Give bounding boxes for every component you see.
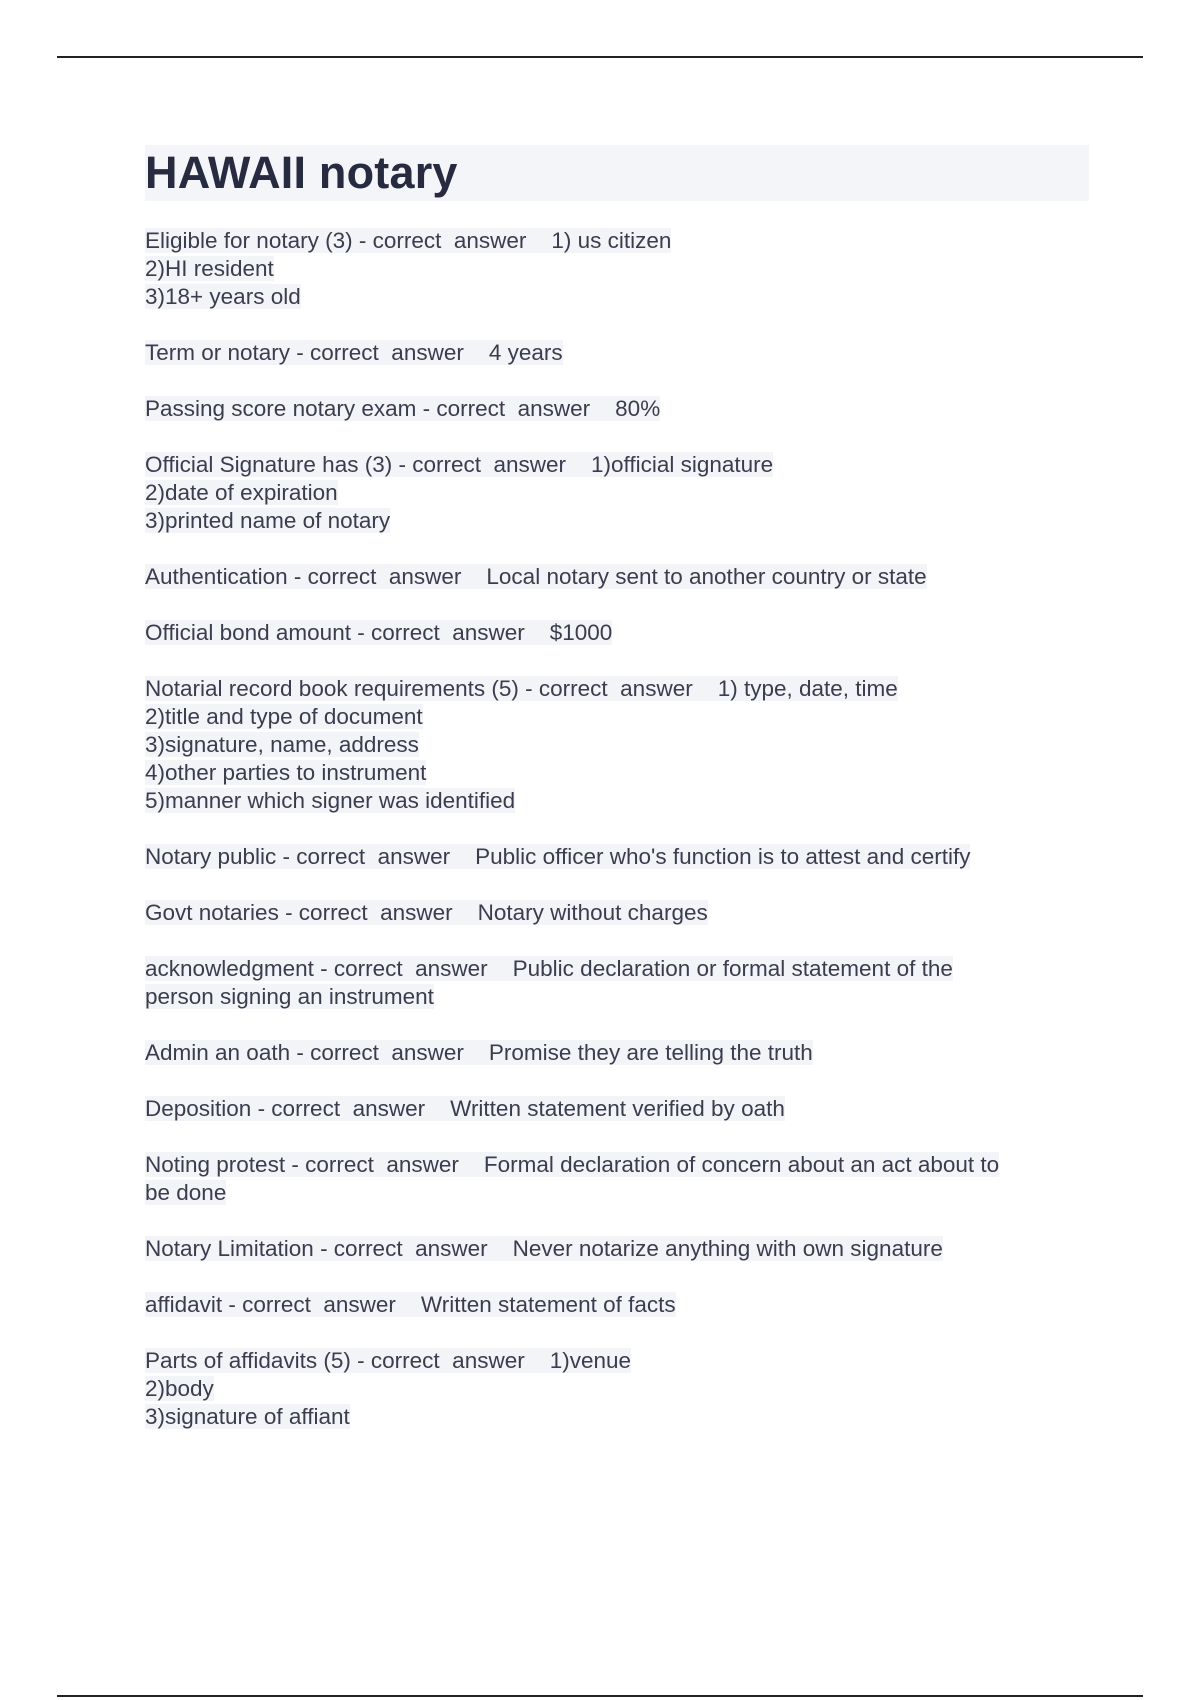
qa-entry-record-book [145, 675, 1095, 815]
entry-line: 3)printed name of notary [145, 508, 391, 533]
qa-entry-passing-score [145, 395, 1095, 423]
qa-entry-admin-oath [145, 1039, 1095, 1067]
qa-list [145, 227, 1095, 1459]
entry-line: 3)18+ years old [145, 284, 301, 309]
qa-entry-parts-of-affidavits [145, 1347, 1095, 1431]
entry-line: 5)manner which signer was identified [145, 788, 516, 813]
qa-entry-bond-amount [145, 619, 1095, 647]
entry-line: Notary public - correct answer Public officer who's function is to attest and certify [145, 844, 971, 869]
entry-line: 3)signature, name, address [145, 732, 419, 757]
entry-line: Authentication - correct answer Local notary sent to another country or state [145, 564, 927, 589]
page-title: HAWAII notary [145, 147, 458, 198]
qa-entry-acknowledgment [145, 955, 1095, 1011]
entry-line: Passing score notary exam - correct answer 80% [145, 396, 661, 421]
entry-line: Parts of affidavits (5) - correct answer 1)venue [145, 1348, 632, 1373]
qa-entry-notary-limitation [145, 1235, 1095, 1263]
entry-line: 2)body [145, 1376, 214, 1401]
entry-line: Admin an oath - correct answer Promise they are telling the truth [145, 1040, 813, 1065]
qa-entry-deposition [145, 1095, 1095, 1123]
qa-entry-official-signature [145, 451, 1095, 535]
title-block [145, 145, 1089, 201]
entry-line: Noting protest - correct answer Formal declaration of concern about an act about to [145, 1152, 1000, 1177]
entry-line: person signing an instrument [145, 984, 434, 1009]
qa-entry-affidavit [145, 1291, 1095, 1319]
qa-entry-eligibility [145, 227, 1095, 311]
entry-line: 2)title and type of document [145, 704, 423, 729]
entry-line: be done [145, 1180, 227, 1205]
entry-line: Govt notaries - correct answer Notary without charges [145, 900, 708, 925]
top-rule [57, 56, 1143, 58]
entry-line: Notary Limitation - correct answer Never notarize anything with own signature [145, 1236, 943, 1261]
qa-entry-govt-notaries [145, 899, 1095, 927]
entry-line: Eligible for notary (3) - correct answer 1) us citizen [145, 228, 672, 253]
qa-entry-authentication [145, 563, 1095, 591]
entry-line: acknowledgment - correct answer Public declaration or formal statement of the [145, 956, 953, 981]
entry-line: Notarial record book requirements (5) - correct answer 1) type, date, time [145, 676, 898, 701]
entry-line: 2)HI resident [145, 256, 274, 281]
entry-line: affidavit - correct answer Written statement of facts [145, 1292, 676, 1317]
entry-line: Term or notary - correct answer 4 years [145, 340, 563, 365]
entry-line: 4)other parties to instrument [145, 760, 427, 785]
qa-entry-noting-protest [145, 1151, 1095, 1207]
entry-line: Official Signature has (3) - correct answer 1)official signature [145, 452, 774, 477]
entry-line: 2)date of expiration [145, 480, 338, 505]
bottom-rule [57, 1695, 1143, 1697]
entry-line: Deposition - correct answer Written statement verified by oath [145, 1096, 785, 1121]
entry-line: 3)signature of affiant [145, 1404, 350, 1429]
entry-line: Official bond amount - correct answer $1000 [145, 620, 613, 645]
qa-entry-term [145, 339, 1095, 367]
qa-entry-notary-public [145, 843, 1095, 871]
